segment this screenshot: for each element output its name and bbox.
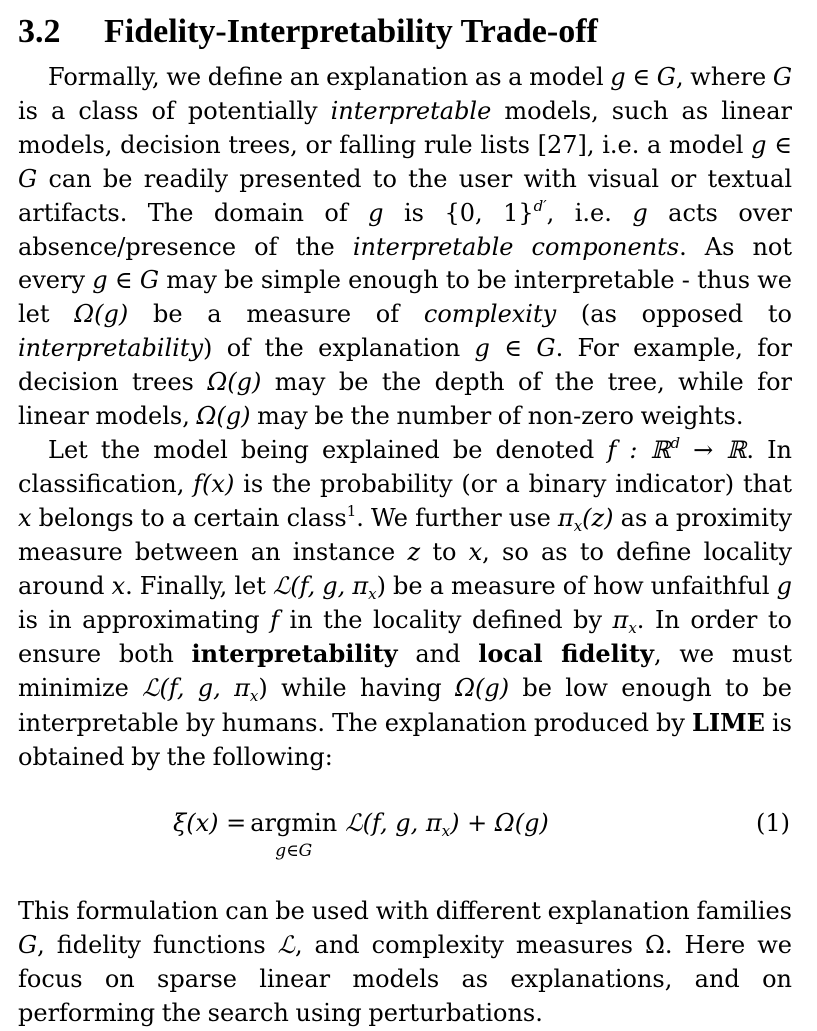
bold-text: local fidelity xyxy=(478,639,654,669)
text-run: . Finally, let xyxy=(125,571,273,600)
equation-rhs: ) + Ω(g) xyxy=(450,809,549,838)
math-inline: g xyxy=(776,571,793,600)
section-number: 3.2 xyxy=(18,13,61,50)
text-run: (as opposed to xyxy=(556,300,792,329)
section-heading xyxy=(18,0,792,60)
equation-loss-args: (f, g, π xyxy=(362,809,442,838)
math-inline: π xyxy=(612,605,629,634)
text-run: , and complexity measures xyxy=(294,930,645,959)
argmin-label: argmin xyxy=(250,809,338,838)
math-inline: ) xyxy=(376,571,386,600)
math-inline: z xyxy=(407,537,421,566)
text-run: . In classification, xyxy=(18,435,793,498)
math-subscript: x xyxy=(249,687,259,706)
math-inline: g ∈ G xyxy=(18,130,792,193)
math-inline: → ℝ xyxy=(680,435,747,464)
math-subscript: x xyxy=(368,584,377,603)
text-run: . Here we focus on sparse linear models as explanations, and on performing the search using perturbations. xyxy=(18,930,792,1027)
argmin-subscript: g∈G xyxy=(275,841,313,862)
math-inline: G xyxy=(18,930,38,959)
text-run: . In order to ensure both xyxy=(18,605,792,669)
footnote-marker: 1 xyxy=(346,501,357,520)
math-subscript: x xyxy=(441,822,451,841)
text-run: as a proximity measure between an instance xyxy=(18,503,793,566)
equation-number: (1) xyxy=(756,809,790,838)
text-run: is in approximating xyxy=(18,605,271,634)
paragraph-definition xyxy=(18,61,792,434)
equation-loss: ℒ xyxy=(345,809,363,838)
text-run: can be readily presented to the user with visual or textual artifacts. The domain of xyxy=(18,164,792,227)
text-run: , so as to define locality around xyxy=(18,537,792,600)
math-subscript: x xyxy=(628,618,637,637)
math-inline: f(x) xyxy=(193,469,235,498)
text-run: may be the depth of the tree, while for linear models, xyxy=(18,368,792,431)
math-inline: π xyxy=(557,503,574,532)
paragraph-fidelity xyxy=(18,434,792,775)
text-run: is obtained by the following: xyxy=(18,709,792,772)
math-inline: (f, g, π xyxy=(159,674,250,703)
math-inline: g ∈ G xyxy=(92,266,160,295)
section-title: Fidelity-Interpretability Trade-off xyxy=(104,13,598,50)
emphasis-text: interpretability xyxy=(18,334,204,363)
math-inline: f : ℝ xyxy=(607,435,671,464)
bold-text: interpretability xyxy=(191,639,398,669)
text-run: , i.e. xyxy=(546,198,633,227)
display-equation xyxy=(18,809,792,875)
emphasis-text: complexity xyxy=(423,300,557,329)
math-inline: (f, g, π xyxy=(290,571,369,600)
text-run: . As not every xyxy=(18,232,793,295)
math-inline: g ∈ G xyxy=(474,334,556,363)
math-inline: Ω xyxy=(644,930,665,959)
math-inline: g xyxy=(368,198,384,227)
math-inline: Ω(g) xyxy=(207,368,262,397)
math-inline: G xyxy=(772,63,792,91)
math-inline: Ω(g) xyxy=(74,300,129,329)
text-run: to xyxy=(420,537,469,566)
emphasis-text: interpretable xyxy=(330,96,492,125)
math-inline: ℒ xyxy=(272,571,291,600)
emphasis-text: interpretable components xyxy=(352,232,680,261)
math-superscript: d xyxy=(670,433,681,452)
text-run: is a class of potentially xyxy=(18,96,331,125)
argmin-operator xyxy=(250,809,338,862)
math-superscript: d′ xyxy=(533,196,547,215)
text-run: may be simple enough to be interpretable - thus we let xyxy=(18,266,793,329)
math-inline: Ω(g) xyxy=(455,674,510,703)
math-inline: ℒ xyxy=(277,930,295,959)
text-run: is xyxy=(383,198,445,227)
text-run: may be the number of non-zero weights. xyxy=(250,402,744,431)
text-run: while having xyxy=(267,674,456,703)
text-run: acts over absence/presence of the xyxy=(18,198,793,261)
math-inline: g xyxy=(610,63,626,91)
math-inline: (z) xyxy=(582,503,614,532)
text-run: and xyxy=(397,640,479,669)
text-run: , fidelity functions xyxy=(37,930,278,959)
text-run: be low enough to be interpretable by humans. The explanation produced by xyxy=(18,674,792,738)
bold-text: LIME xyxy=(692,708,765,738)
paper-page xyxy=(18,0,792,1031)
text-run: belongs to a certain class xyxy=(31,503,347,532)
text-run: models, such as linear models, decision trees, or falling rule lists [27], i.e. a model xyxy=(18,96,793,159)
math-inline: ℒ xyxy=(142,674,160,703)
paragraph-formulation xyxy=(18,895,792,1031)
math-inline: f xyxy=(270,605,279,634)
text-run: Formally, we define an explanation as a model xyxy=(48,63,611,91)
text-run: . We further use xyxy=(356,503,558,532)
math-subscript: x xyxy=(573,516,583,535)
text-run: . For example, for decision trees xyxy=(18,334,792,397)
math-inline: ∈ G xyxy=(625,63,676,91)
equation-lhs: ξ(x) = xyxy=(173,809,247,838)
equation-body xyxy=(173,809,549,862)
text-run: is the probability (or a binary indicator) that xyxy=(234,469,793,498)
math-inline: x xyxy=(111,571,126,600)
text-run: , we must minimize xyxy=(18,640,793,703)
text-run: ) of the explanation xyxy=(203,334,475,363)
math-inline: g xyxy=(632,198,648,227)
text-run: be a measure of how unfaithful xyxy=(385,571,777,600)
text-run: This formulation can be used with different explanation families xyxy=(18,897,792,926)
math-inline: x xyxy=(468,537,483,566)
text-run: in the locality defined by xyxy=(278,605,613,634)
text-run: , where xyxy=(675,63,773,91)
math-inline: Ω(g) xyxy=(196,402,251,431)
math-inline: x xyxy=(18,503,32,532)
math-inline: ) xyxy=(258,674,268,703)
text-run: be a measure of xyxy=(128,300,424,329)
math-inline: {0, 1} xyxy=(444,198,534,227)
text-run: Let the model being explained be denoted xyxy=(48,435,608,464)
